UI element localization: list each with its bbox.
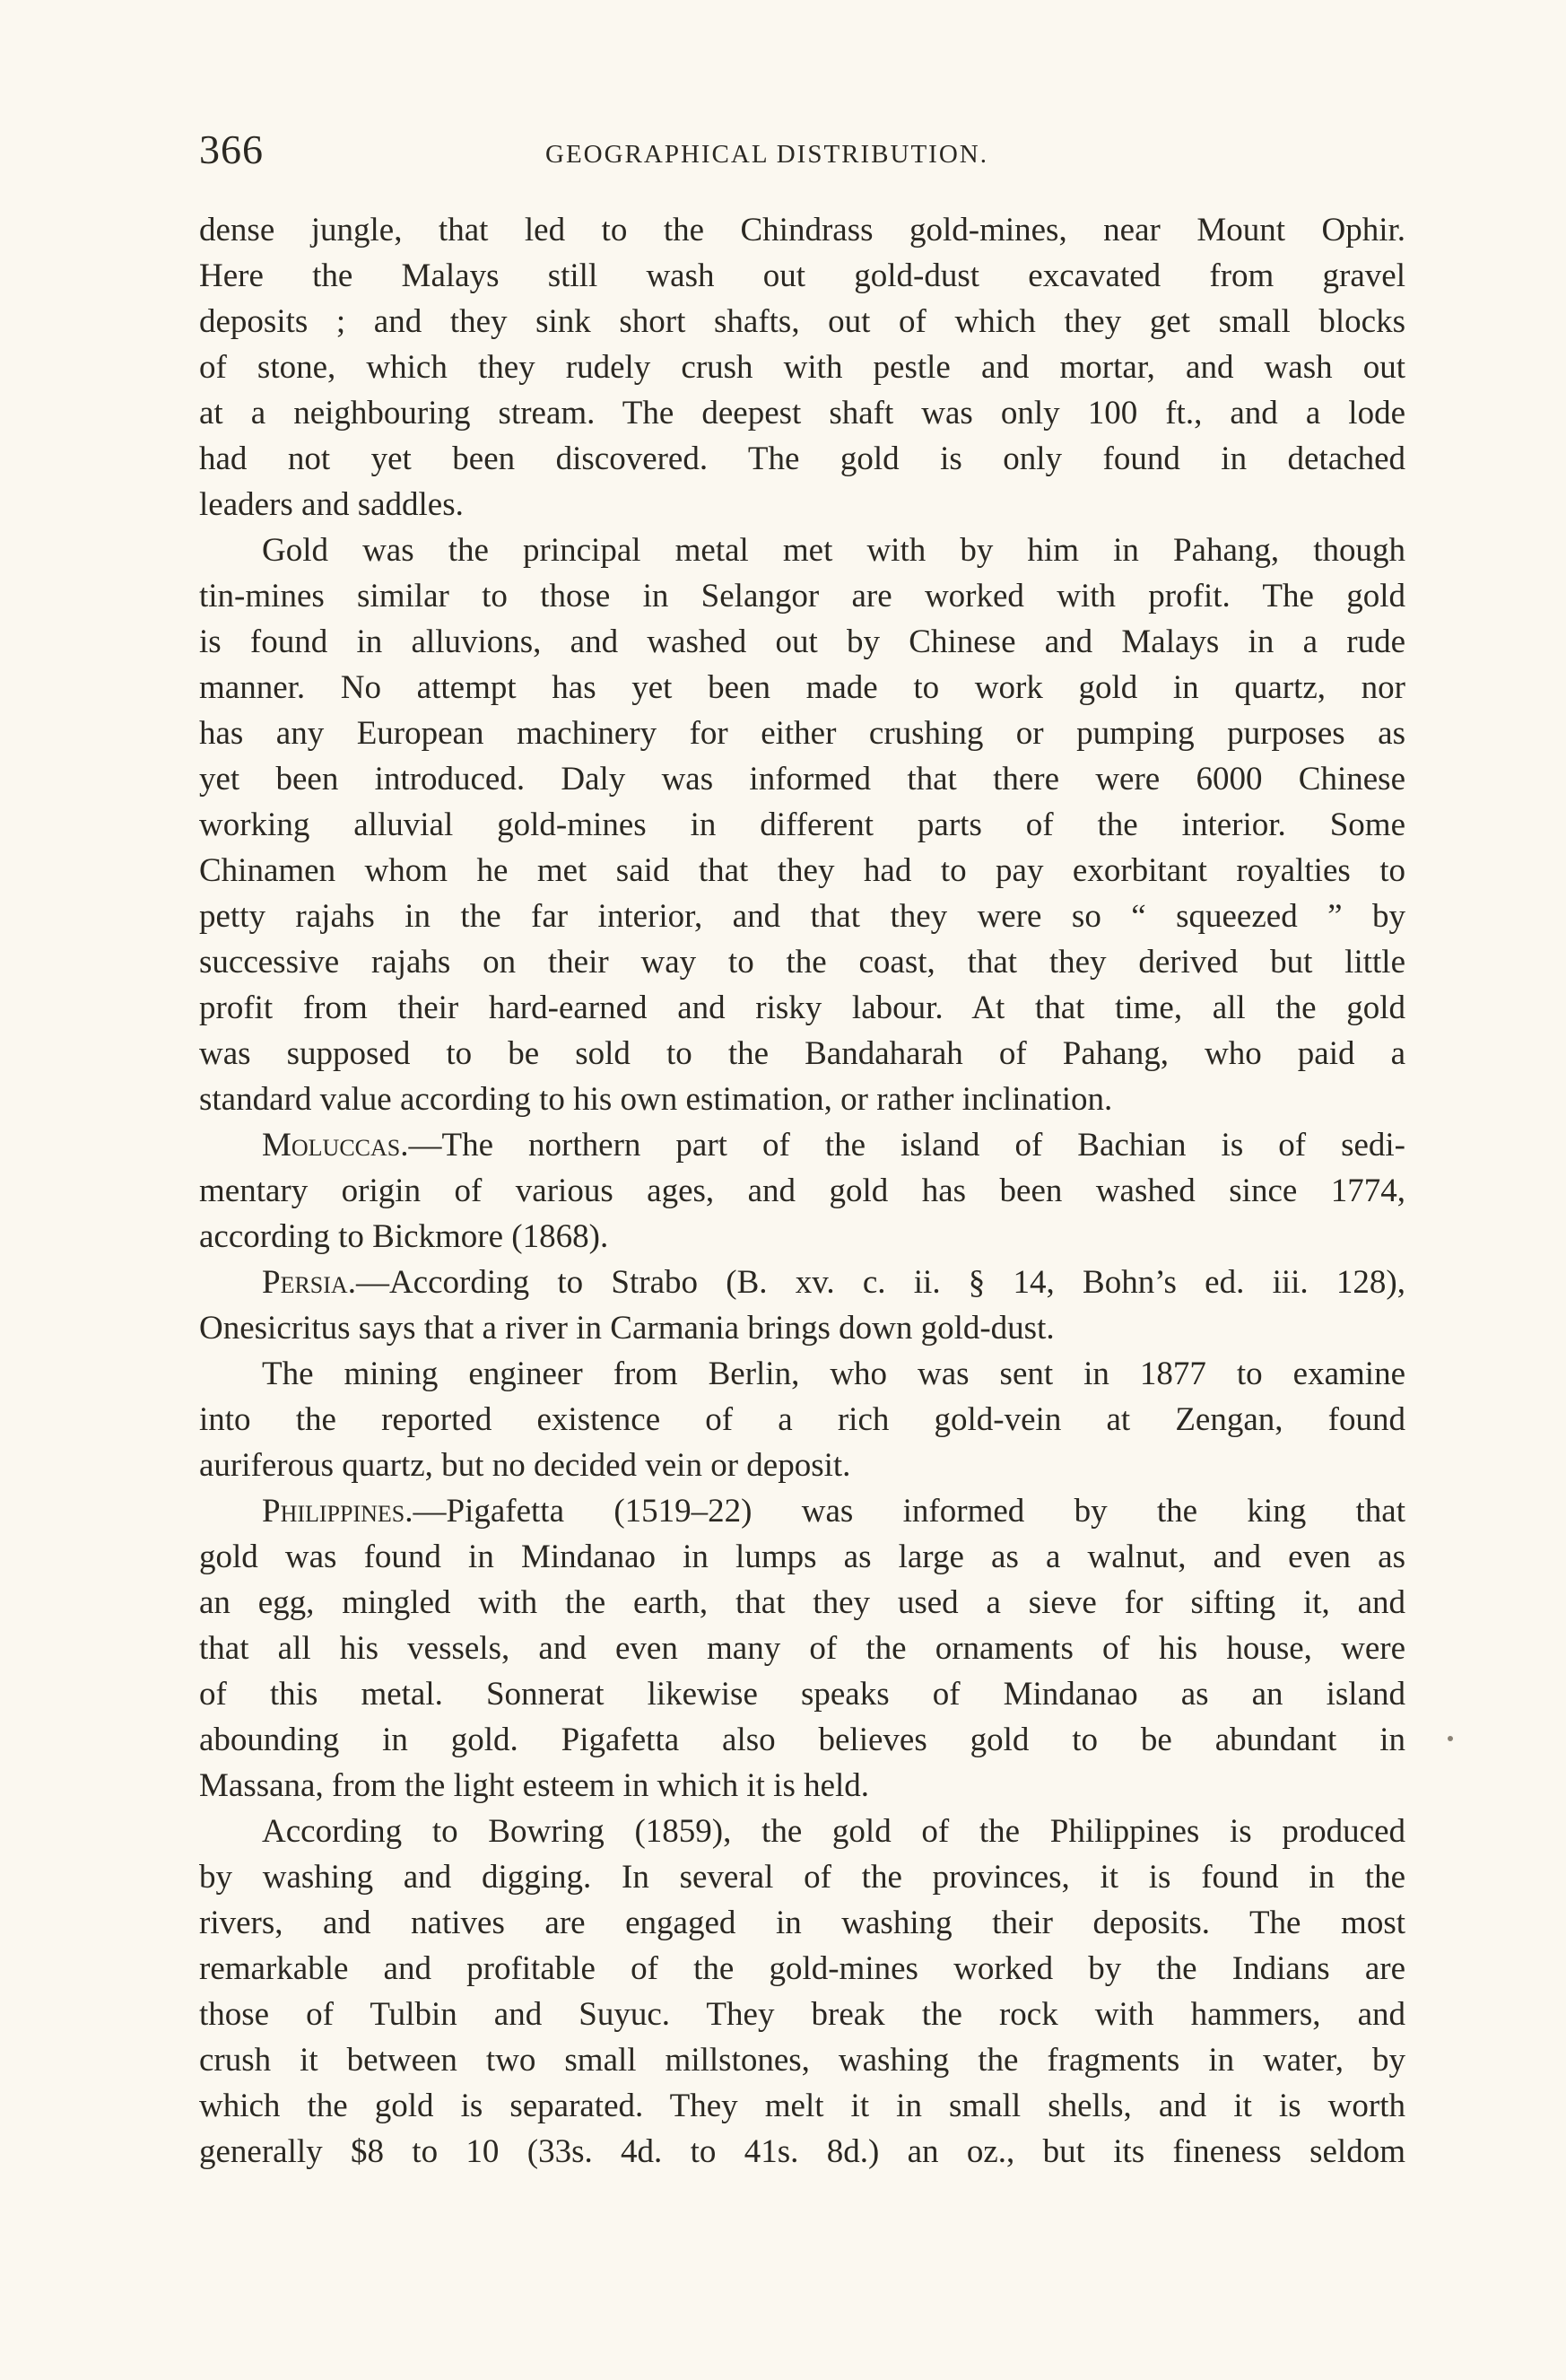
line-text: by washing and digging. In several of the provinces, it is found in the: [199, 1859, 1405, 1896]
text-line: [199, 436, 1405, 482]
line-text: yet been introduced. Daly was informed that there were 6000 Chinese: [199, 761, 1405, 798]
section-heading: Moluccas.: [262, 1127, 409, 1164]
line-text: working alluvial gold-mines in different parts of the interior. Some: [199, 806, 1405, 843]
section-heading: Persia.: [262, 1264, 356, 1301]
text-line: [199, 1580, 1405, 1626]
line-text: profit from their hard-earned and risky labour. At that time, all the gold: [199, 989, 1405, 1026]
text-line: [199, 802, 1405, 848]
text-line: [199, 1214, 1405, 1260]
text-line: [199, 1763, 1405, 1809]
text-line: [199, 1168, 1405, 1214]
line-text: deposits ; and they sink short shafts, out of which they get small blocks: [199, 303, 1405, 340]
text-line: [199, 573, 1405, 619]
section-heading: Philippines.: [262, 1493, 413, 1530]
line-text: According to Bowring (1859), the gold of the Philippines is produced: [262, 1813, 1405, 1850]
line-text: according to Bickmore (1868).: [199, 1218, 609, 1255]
line-text: Gold was the principal metal met with by him in Pahang, though: [262, 532, 1405, 569]
body-text: [199, 207, 1405, 2175]
page-number: 366: [199, 126, 264, 172]
line-text: generally $8 to 10 (33s. 4d. to 41s. 8d.) an oz., but its fineness seldom: [199, 2133, 1405, 2170]
line-text: Massana, from the light esteem in which it is held.: [199, 1767, 870, 1804]
line-text: —According to Strabo (B. xv. c. ii. § 14, Bohn’s ed. iii. 128),: [355, 1264, 1405, 1301]
text-line: [199, 207, 1405, 253]
text-line: [199, 527, 1405, 573]
text-line: [199, 1992, 1405, 2037]
text-line: [199, 711, 1405, 756]
line-text: petty rajahs in the far interior, and that they were so “ squeezed ” by: [199, 898, 1405, 935]
line-text: an egg, mingled with the earth, that they used a sieve for sifting it, and: [199, 1584, 1405, 1621]
line-text: manner. No attempt has yet been made to work gold in quartz, nor: [199, 669, 1405, 706]
line-text: had not yet been discovered. The gold is only found in detached: [199, 440, 1405, 477]
line-text: into the reported existence of a rich gold-vein at Zengan, found: [199, 1401, 1405, 1438]
line-text: has any European machinery for either crushing or pumping purposes as: [199, 715, 1405, 752]
line-text: tin-mines similar to those in Selangor are worked with profit. The gold: [199, 578, 1405, 615]
text-line: [199, 1077, 1405, 1122]
text-line: [199, 1900, 1405, 1946]
line-text: is found in alluvions, and washed out by Chinese and Malays in a rude: [199, 623, 1405, 660]
line-text: —Pigafetta (1519–22) was informed by the king that: [413, 1493, 1405, 1530]
text-line: [199, 1671, 1405, 1717]
text-line: [199, 1854, 1405, 1900]
text-line: [199, 482, 1405, 527]
text-line: [199, 985, 1405, 1031]
text-line: [199, 1260, 1405, 1305]
text-line: [199, 939, 1405, 985]
print-speck: [1448, 1736, 1453, 1741]
line-text: mentary origin of various ages, and gold has been washed since 1774,: [199, 1173, 1405, 1209]
text-line: [199, 2129, 1405, 2175]
text-line: [199, 1443, 1405, 1488]
line-text: successive rajahs on their way to the coast, that they derived but little: [199, 944, 1405, 981]
text-line: [199, 1488, 1405, 1534]
text-line: [199, 619, 1405, 665]
text-line: [199, 1534, 1405, 1580]
text-line: [199, 2083, 1405, 2129]
line-text: —The northern part of the island of Bachian is of sedi-: [408, 1127, 1405, 1164]
line-text: remarkable and profitable of the gold-mines worked by the Indians are: [199, 1950, 1405, 1987]
line-text: The mining engineer from Berlin, who was sent in 1877 to examine: [262, 1356, 1405, 1392]
text-line: [199, 299, 1405, 344]
text-line: [199, 848, 1405, 894]
text-line: [199, 1717, 1405, 1763]
line-text: of this metal. Sonnerat likewise speaks of Mindanao as an island: [199, 1676, 1405, 1713]
line-text: Here the Malays still wash out gold-dust excavated from gravel: [199, 257, 1405, 294]
text-line: [199, 344, 1405, 390]
running-head: GEOGRAPHICAL DISTRIBUTION.: [545, 140, 988, 169]
line-text: dense jungle, that led to the Chindrass gold-mines, near Mount Ophir.: [199, 212, 1405, 248]
text-line: [199, 2037, 1405, 2083]
text-line: [199, 1397, 1405, 1443]
text-line: [199, 756, 1405, 802]
line-text: gold was found in Mindanao in lumps as large as a walnut, and even as: [199, 1539, 1405, 1575]
page-header: [199, 126, 1405, 179]
line-text: leaders and saddles.: [199, 486, 464, 523]
text-line: [199, 1122, 1405, 1168]
text-line: [199, 894, 1405, 939]
line-text: crush it between two small millstones, washing the fragments in water, by: [199, 2042, 1405, 2079]
line-text: Chinamen whom he met said that they had to pay exorbitant royalties to: [199, 852, 1405, 889]
line-text: abounding in gold. Pigafetta also believes gold to be abundant in: [199, 1722, 1405, 1758]
text-line: [199, 390, 1405, 436]
text-line: [199, 1305, 1405, 1351]
line-text: those of Tulbin and Suyuc. They break the rock with hammers, and: [199, 1996, 1405, 2033]
text-line: [199, 1031, 1405, 1077]
line-text: Onesicritus says that a river in Carmania brings down gold-dust.: [199, 1310, 1055, 1347]
line-text: standard value according to his own estimation, or rather inclination.: [199, 1081, 1113, 1118]
line-text: auriferous quartz, but no decided vein or deposit.: [199, 1447, 851, 1484]
line-text: which the gold is separated. They melt it in small shells, and it is worth: [199, 2088, 1405, 2124]
text-line: [199, 1946, 1405, 1992]
line-text: at a neighbouring stream. The deepest shaft was only 100 ft., and a lode: [199, 395, 1405, 432]
line-text: that all his vessels, and even many of the ornaments of his house, were: [199, 1630, 1405, 1667]
line-text: rivers, and natives are engaged in washing their deposits. The most: [199, 1905, 1405, 1941]
text-line: [199, 1809, 1405, 1854]
line-text: was supposed to be sold to the Bandaharah of Pahang, who paid a: [199, 1035, 1405, 1072]
text-line: [199, 665, 1405, 711]
line-text: of stone, which they rudely crush with pestle and mortar, and wash out: [199, 349, 1405, 386]
text-line: [199, 1351, 1405, 1397]
text-line: [199, 1626, 1405, 1671]
text-line: [199, 253, 1405, 299]
